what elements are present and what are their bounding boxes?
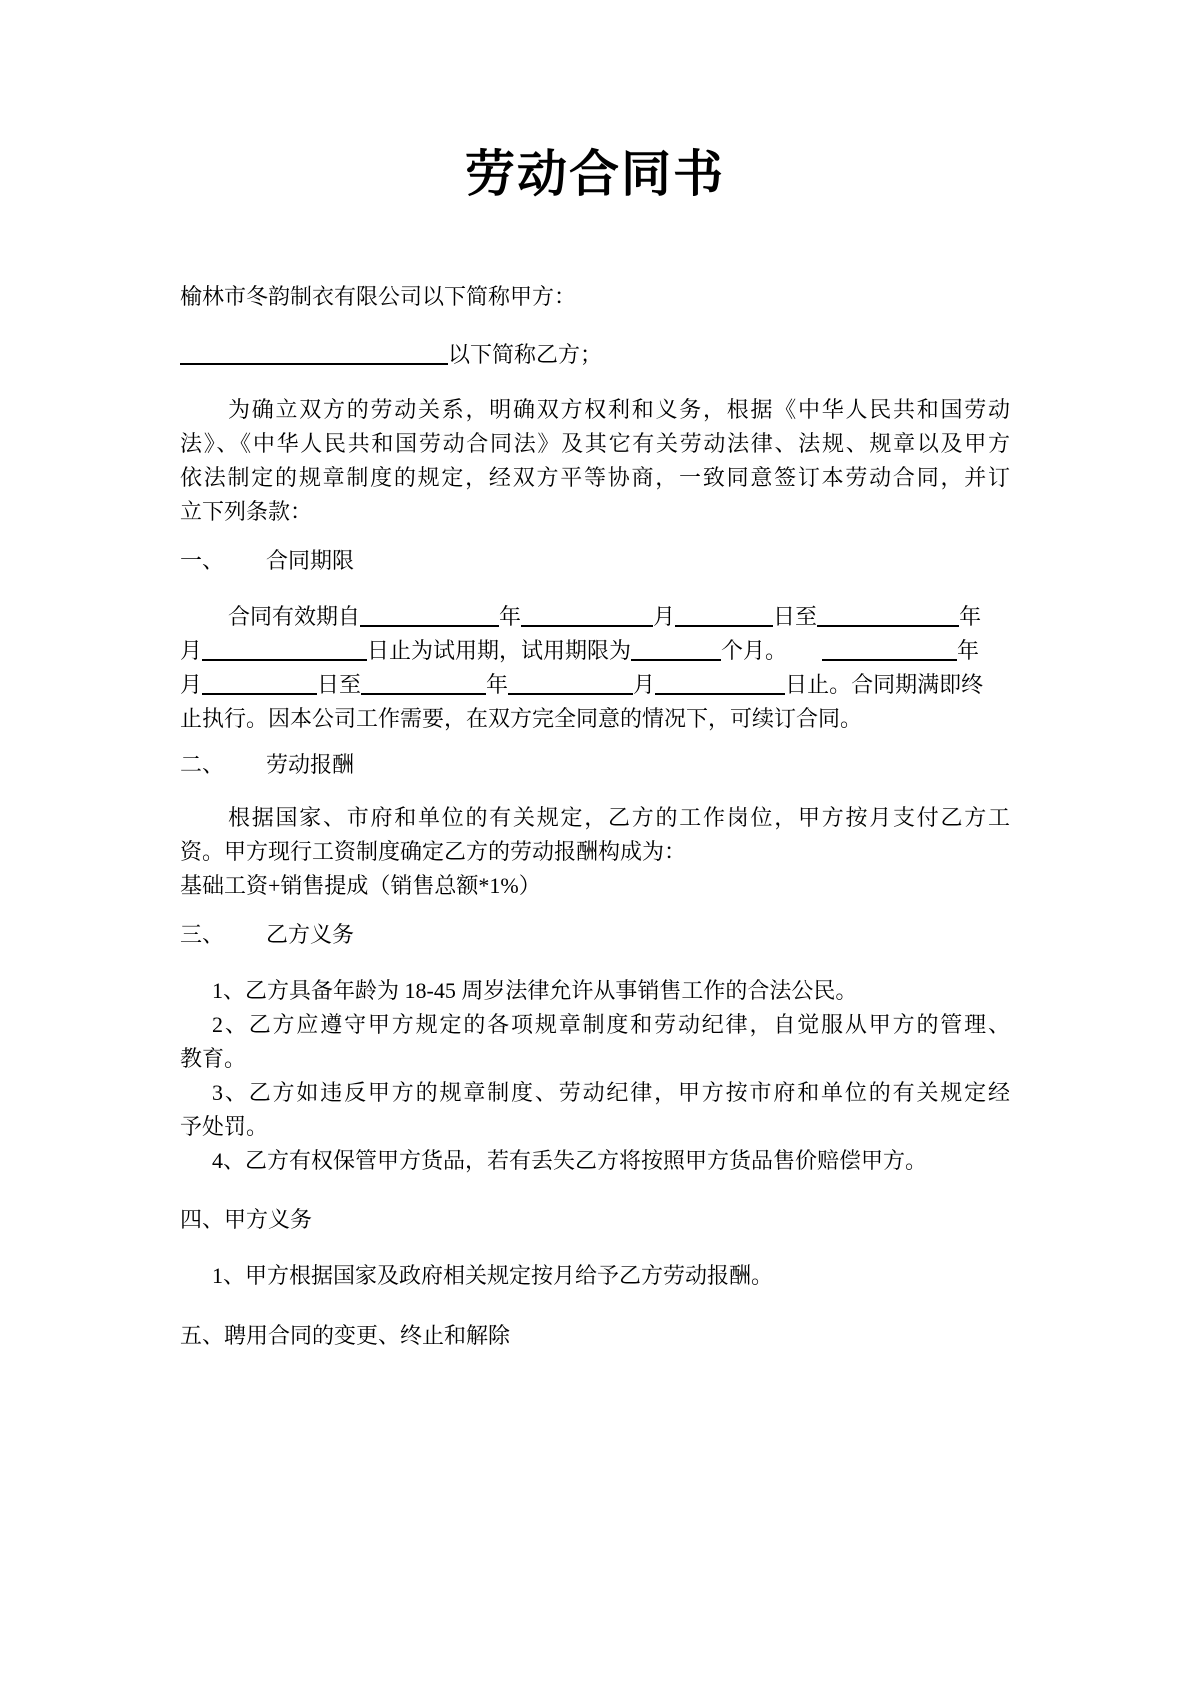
section-number: 三、	[180, 922, 225, 947]
party-a-duty-item-1: 1、甲方根据国家及政府相关规定按月给予乙方劳动报酬。	[212, 1263, 774, 1288]
term-text: 个月。	[721, 638, 788, 663]
party-b-clause-label: 以下简称乙方；	[448, 342, 603, 367]
day-blank	[675, 603, 773, 627]
duty-item-2-cont: 教育。	[180, 1046, 247, 1071]
term-text: 月	[653, 604, 676, 629]
section-title: 甲方义务	[224, 1207, 313, 1232]
section-heading-3	[180, 918, 1010, 952]
section-title: 乙方义务	[266, 922, 355, 947]
term-text: 年	[486, 672, 509, 697]
day-blank	[202, 637, 367, 661]
party-b-duties-list	[180, 974, 1010, 1178]
section-number: 四、	[180, 1207, 225, 1232]
remuneration-paragraph	[180, 801, 1010, 903]
term-text: 日止为试用期，试用期限为	[367, 638, 632, 663]
preamble-paragraph	[180, 393, 1010, 529]
remuneration-line: 资。甲方现行工资制度确定乙方的劳动报酬构成为：	[180, 839, 687, 864]
duty-item-4: 4、乙方有权保管甲方货品，若有丢失乙方将按照甲方货品售价赔偿甲方。	[212, 1148, 928, 1173]
section-number: 一、	[180, 548, 225, 573]
term-line-1	[180, 600, 1010, 634]
term-text: 年	[499, 604, 522, 629]
term-line-2	[180, 634, 1010, 668]
section-title: 合同期限	[266, 548, 355, 573]
month-blank	[508, 671, 633, 695]
term-text: 月	[633, 672, 656, 697]
remuneration-formula: 基础工资+销售提成（销售总额*1%）	[180, 873, 541, 898]
section-heading-5	[180, 1319, 1010, 1353]
year-blank	[817, 603, 959, 627]
party-a-duties-list	[180, 1259, 1010, 1293]
section-title: 聘用合同的变更、终止和解除	[224, 1323, 511, 1348]
section-number: 五、	[180, 1323, 225, 1348]
party-a-clause: 榆林市冬韵制衣有限公司以下简称甲方：	[180, 284, 577, 309]
party-b-name-blank	[180, 341, 448, 365]
year-blank	[360, 603, 499, 627]
preamble-line: 依法制定的规章制度的规定，经双方平等协商，一致同意签订本劳动合同，并订	[180, 465, 1010, 490]
day-blank	[655, 671, 785, 695]
duty-item-2: 2、乙方应遵守甲方规定的各项规章制度和劳动纪律，自觉服从甲方的管理、	[212, 1012, 1010, 1037]
day-blank	[202, 671, 317, 695]
section-heading-1	[180, 544, 1010, 578]
preamble-line: 法》、《中华人民共和国劳动合同法》及其它有关劳动法律、法规、规章以及甲方	[180, 431, 1010, 456]
term-text: 日止。合同期满即终	[785, 672, 984, 697]
months-count-blank	[631, 637, 721, 661]
term-text: 月	[180, 672, 203, 697]
term-line-4: 止执行。因本公司工作需要，在双方完全同意的情况下，可续订合同。	[180, 706, 863, 731]
term-text: 日至	[317, 672, 362, 697]
term-text: 日至	[773, 604, 818, 629]
section-heading-2	[180, 748, 1010, 782]
year-blank	[361, 671, 486, 695]
document-content	[180, 0, 1010, 1353]
section-number: 二、	[180, 752, 225, 777]
document-title: 劳动合同书	[465, 146, 725, 202]
term-text: 年	[957, 638, 980, 663]
term-text: 月	[180, 638, 203, 663]
duty-item-3: 3、乙方如违反甲方的规章制度、劳动纪律，甲方按市府和单位的有关规定经	[212, 1080, 1010, 1105]
month-blank	[521, 603, 653, 627]
duty-item-3-cont: 予处罚。	[180, 1114, 269, 1139]
year-blank	[822, 637, 957, 661]
preamble-line: 为确立双方的劳动关系，明确双方权利和义务，根据《中华人民共和国劳动	[228, 397, 1010, 422]
party-b-clause	[180, 338, 1010, 372]
term-text: 合同有效期自	[228, 604, 361, 629]
term-text: 年	[959, 604, 982, 629]
section-title: 劳动报酬	[266, 752, 355, 777]
remuneration-line: 根据国家、市府和单位的有关规定，乙方的工作岗位，甲方按月支付乙方工	[228, 805, 1010, 830]
section-heading-4	[180, 1203, 1010, 1237]
term-line-3	[180, 668, 1010, 702]
contract-term-paragraph	[180, 600, 1010, 736]
duty-item-1: 1、乙方具备年龄为 18-45 周岁法律允许从事销售工作的合法公民。	[212, 978, 858, 1003]
preamble-line: 立下列条款：	[180, 499, 313, 524]
